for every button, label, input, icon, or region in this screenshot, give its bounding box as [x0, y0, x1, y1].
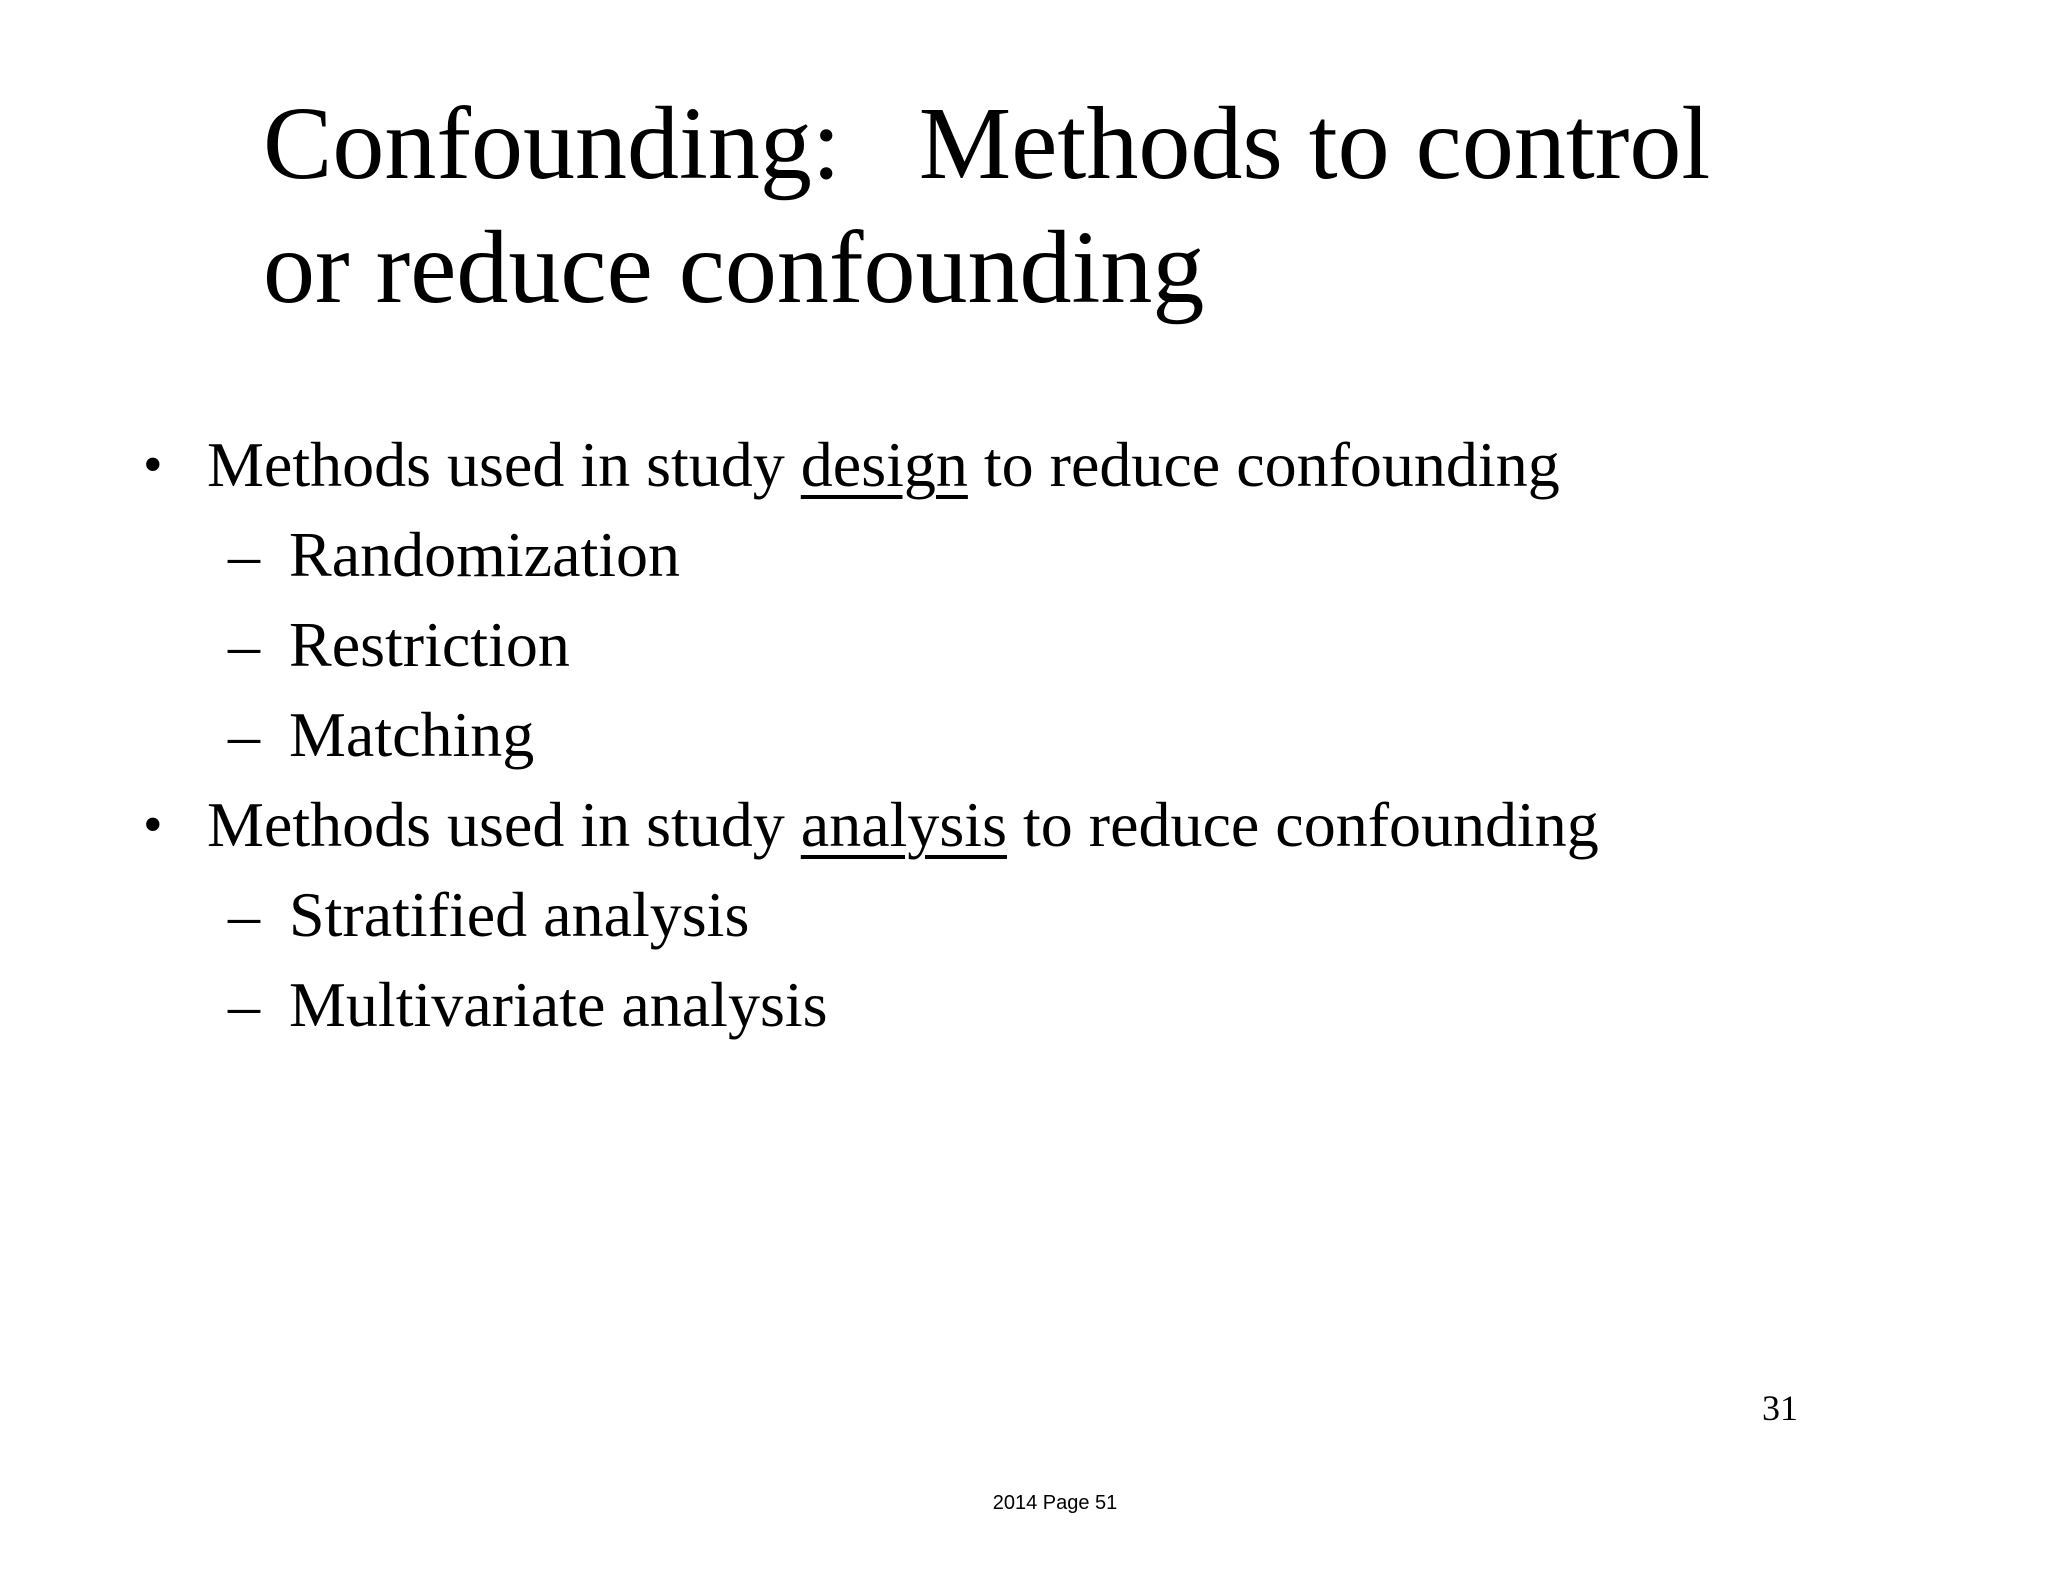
slide-title-line-2: or reduce confounding: [263, 210, 1205, 325]
sub-item-multivariate-analysis: [0, 960, 2048, 1050]
sub-item-text: Multivariate analysis: [289, 969, 828, 1040]
bullet-marker: •: [143, 434, 163, 496]
sub-item-stratified-analysis: [0, 870, 2048, 960]
slide-number: 31: [1762, 1388, 1798, 1428]
dash-marker: –: [228, 879, 260, 950]
sub-item-randomization: [0, 510, 2048, 600]
sub-item-restriction: [0, 600, 2048, 690]
bullet-emphasis-analysis: analysis: [800, 789, 1007, 860]
page-footer: 2014 Page 51: [992, 1492, 1118, 1514]
dash-marker: –: [228, 969, 260, 1040]
bullet-text-after: to reduce confounding: [1006, 789, 1599, 860]
bullet-text: [207, 420, 1560, 510]
bullet-text-after: to reduce confounding: [967, 429, 1560, 500]
bullet-item-design: [0, 420, 2048, 510]
bullet-emphasis-design: design: [800, 429, 968, 500]
sub-item-text: Matching: [289, 699, 535, 770]
slide-title-line-1: Confounding: Methods to control: [263, 86, 1711, 201]
dash-marker: –: [228, 519, 260, 590]
sub-item-text: Randomization: [289, 519, 681, 590]
dash-marker: –: [228, 699, 260, 770]
bullet-marker: •: [143, 794, 163, 856]
sub-item-matching: [0, 690, 2048, 780]
bullet-text: [207, 780, 1599, 870]
sub-item-text: Stratified analysis: [289, 879, 750, 950]
slide-title: [263, 82, 1863, 330]
bullet-text-before: Methods used in study: [207, 789, 801, 860]
bullet-item-analysis: [0, 780, 2048, 870]
dash-marker: –: [228, 609, 260, 680]
sub-item-text: Restriction: [289, 609, 570, 680]
bullet-text-before: Methods used in study: [207, 429, 801, 500]
